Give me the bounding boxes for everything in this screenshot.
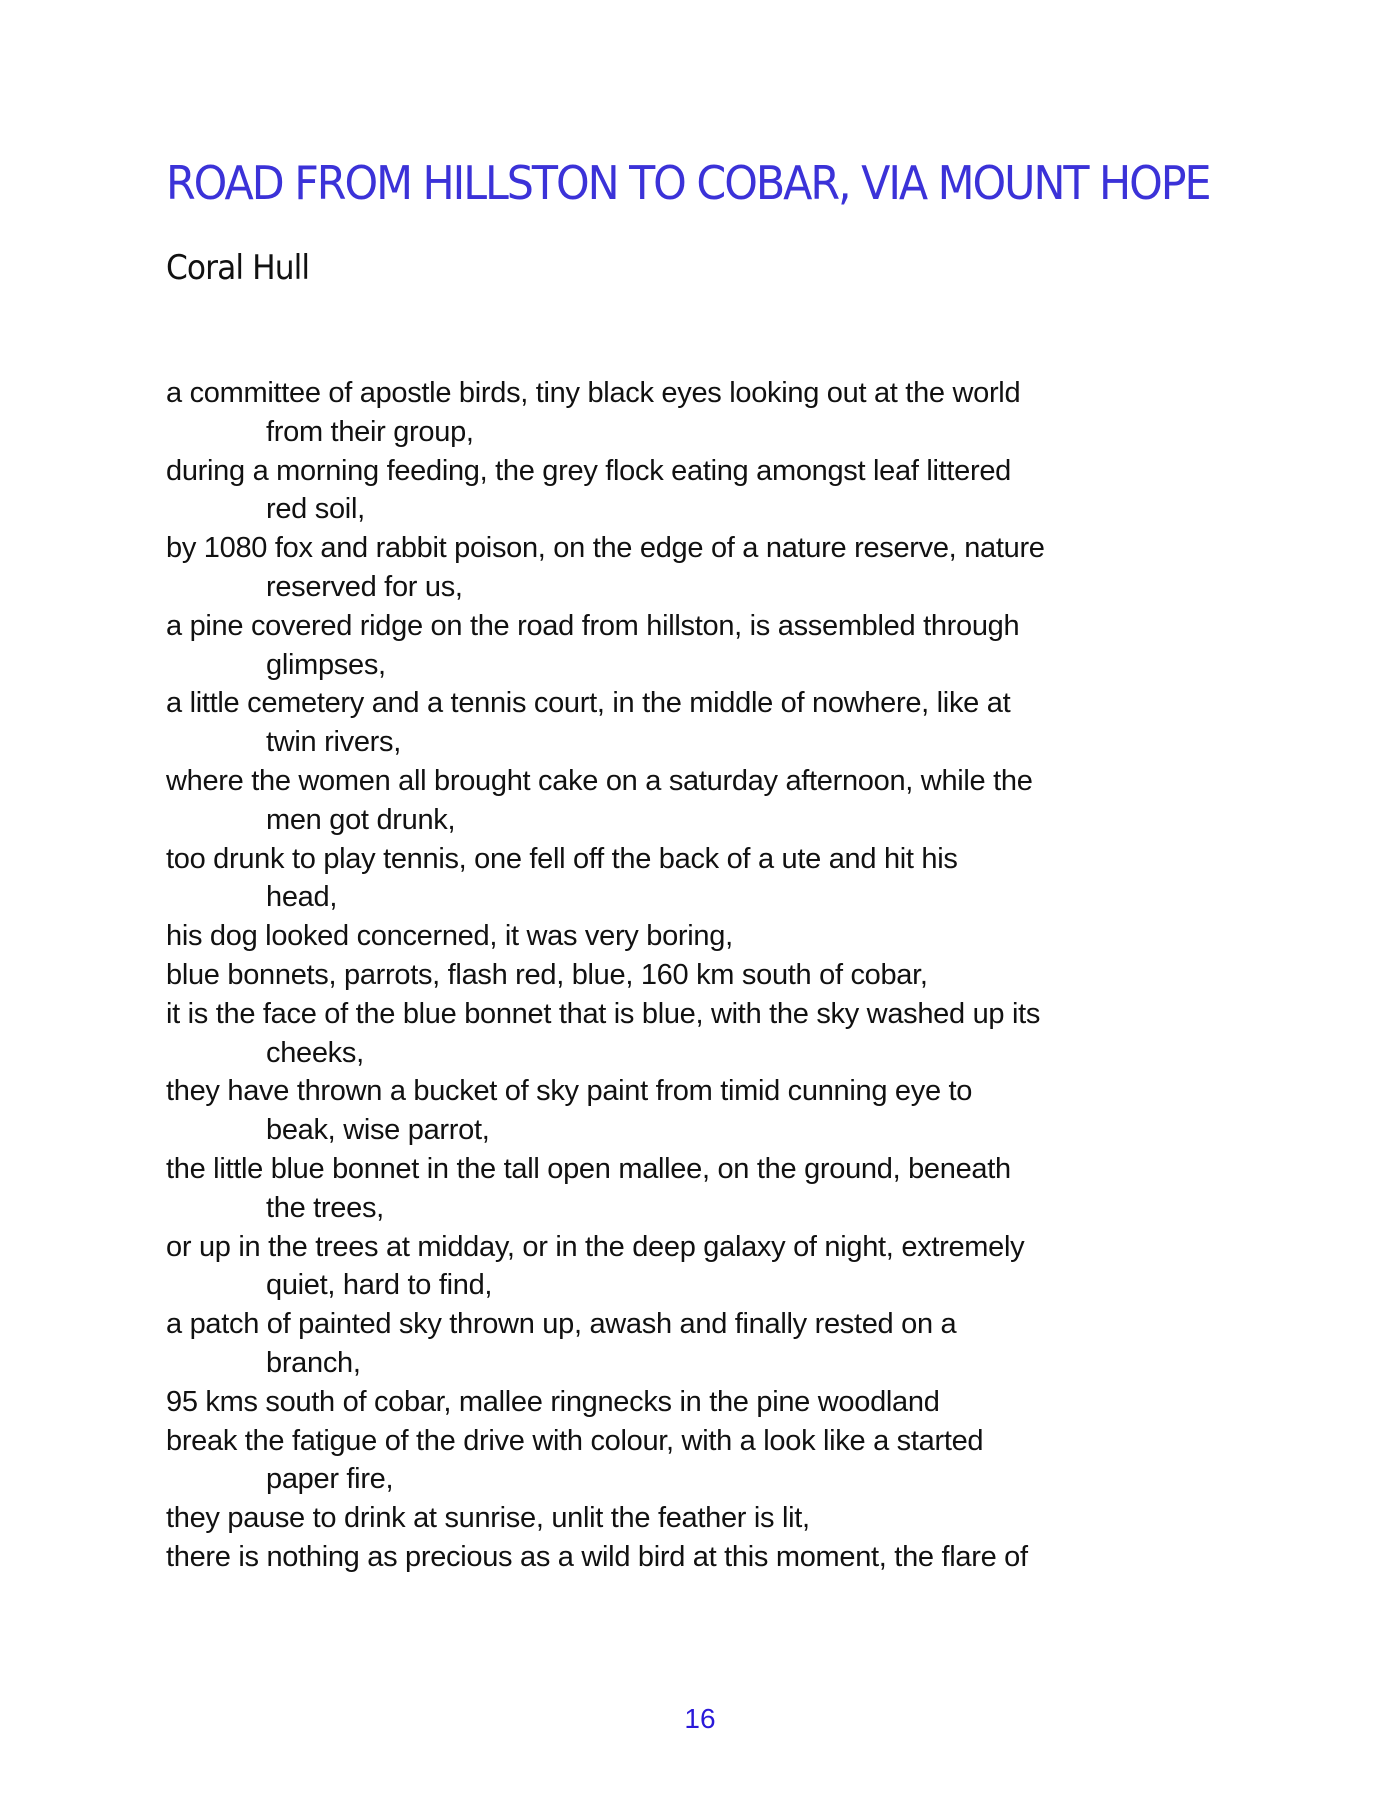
poem-line-continuation: from their group, (266, 415, 474, 448)
poem-line-continuation: cheeks, (266, 1036, 364, 1069)
poem-line-continuation: red soil, (266, 493, 365, 526)
poem-line-continuation: men got drunk, (266, 803, 456, 836)
poem-line: 95 kms south of cobar, mallee ringnecks in the pine woodland (166, 1385, 940, 1418)
poem-line: during a morning feeding, the grey flock eating amongst leaf littered (166, 454, 1011, 487)
poem-line: there is nothing as precious as a wild bird at this moment, the flare of (166, 1540, 1028, 1573)
poem-line: too drunk to play tennis, one fell off the back of a ute and hit his (166, 842, 958, 875)
poem-line-continuation: paper fire, (266, 1463, 394, 1496)
poem-line-continuation: quiet, hard to find, (266, 1269, 493, 1302)
poem-line-continuation: branch, (266, 1346, 361, 1379)
page-number: 16 (684, 1703, 716, 1734)
poem-line: a little cemetery and a tennis court, in the middle of nowhere, like at (166, 687, 1011, 720)
poem-line: where the women all brought cake on a saturday afternoon, while the (166, 764, 1033, 797)
poem-line-continuation: beak, wise parrot, (266, 1114, 490, 1147)
poem-line: or up in the trees at midday, or in the deep galaxy of night, extremely (166, 1230, 1025, 1263)
poem-line: by 1080 fox and rabbit poison, on the edge of a nature reserve, nature (166, 532, 1045, 565)
poem-line: the little blue bonnet in the tall open mallee, on the ground, beneath (166, 1152, 1011, 1185)
poem-line: a patch of painted sky thrown up, awash and finally rested on a (166, 1308, 957, 1341)
poem-line-continuation: glimpses, (266, 648, 386, 681)
poem-line-continuation: reserved for us, (266, 570, 463, 603)
author-name: Coral Hull (166, 248, 310, 288)
poem-line-continuation: head, (266, 881, 338, 914)
poem-line: they pause to drink at sunrise, unlit the feather is lit, (166, 1502, 810, 1535)
poem-line: a pine covered ridge on the road from hillston, is assembled through (166, 609, 1020, 642)
poem-line-continuation: twin rivers, (266, 726, 401, 759)
poem-line: break the fatigue of the drive with colour, with a look like a started (166, 1424, 984, 1457)
poem-title: ROAD FROM HILLSTON TO COBAR, VIA MOUNT HOPE (166, 156, 1210, 210)
poem-body (166, 374, 1316, 1577)
poem-line: his dog looked concerned, it was very boring, (166, 920, 733, 953)
poem-line: a committee of apostle birds, tiny black eyes looking out at the world (166, 377, 1021, 409)
poem-line: they have thrown a bucket of sky paint from timid cunning eye to (166, 1075, 973, 1108)
poem-line: blue bonnets, parrots, flash red, blue, 160 km south of cobar, (166, 958, 928, 991)
poem-line: it is the face of the blue bonnet that is blue, with the sky washed up its (166, 997, 1041, 1030)
poem-line-continuation: the trees, (266, 1191, 384, 1224)
